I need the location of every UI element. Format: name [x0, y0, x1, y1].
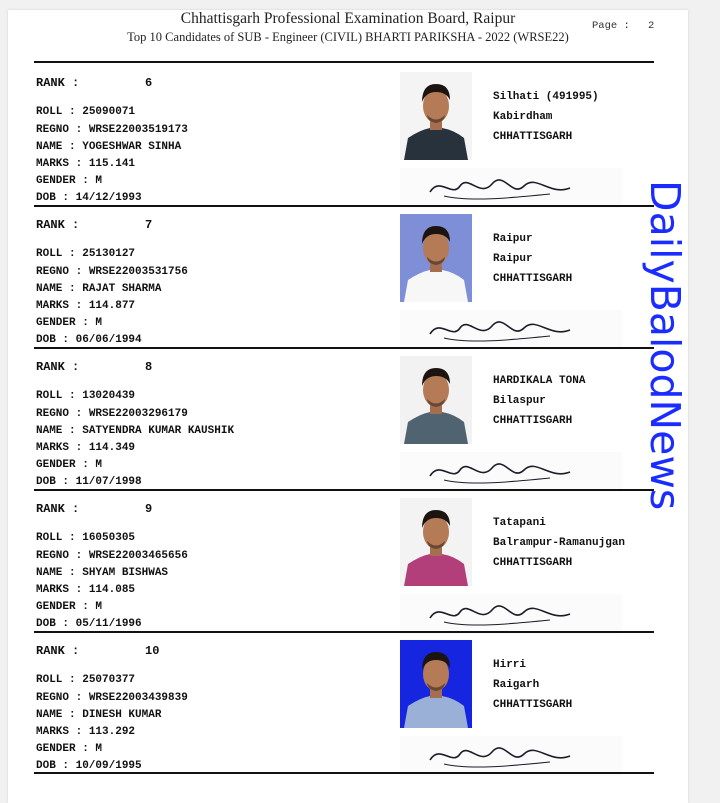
rank-value: 9 — [145, 502, 153, 516]
dob-field: DOB : 05/11/1996 — [36, 618, 142, 630]
name-field: NAME : YOGESHWAR SINHA — [36, 141, 182, 153]
rank-label: RANK : — [36, 360, 80, 374]
address-line-3: CHHATTISGARH — [493, 131, 573, 143]
address-line-1: Silhati (491995) — [493, 91, 599, 103]
record-divider — [34, 489, 654, 491]
rank-label: RANK : — [36, 644, 80, 658]
document-subtitle: Top 10 Candidates of SUB - Engineer (CIVIL) BHARTI PARIKSHA - 2022 (WRSE22) — [127, 30, 569, 44]
address-line-1: Hirri — [493, 659, 527, 671]
name-field: NAME : RAJAT SHARMA — [36, 283, 162, 295]
address-line-2: Raipur — [493, 253, 533, 265]
candidate-signature — [400, 452, 622, 492]
dob-field: DOB : 14/12/1993 — [36, 192, 142, 204]
candidate-signature — [400, 168, 622, 208]
candidate-signature — [400, 736, 622, 776]
document-title: Chhattisgarh Professional Examination Board, Raipur — [180, 10, 516, 27]
regno-field: REGNO : WRSE22003531756 — [36, 266, 188, 278]
rank-label: RANK : — [36, 502, 80, 516]
dob-field: DOB : 10/09/1995 — [36, 760, 142, 772]
candidate-photo — [400, 356, 472, 444]
page-number: 2 — [648, 20, 655, 32]
gender-field: GENDER : M — [36, 601, 103, 613]
candidate-photo — [400, 640, 472, 728]
name-field: NAME : SATYENDRA KUMAR KAUSHIK — [36, 425, 235, 437]
rank-value: 8 — [145, 360, 153, 374]
roll-field: ROLL : 16050305 — [36, 532, 136, 544]
address-line-2: Raigarh — [493, 679, 540, 691]
candidate-signature — [400, 310, 622, 350]
marks-field: MARKS : 115.141 — [36, 158, 136, 170]
address-line-3: CHHATTISGARH — [493, 557, 573, 569]
rank-value: 6 — [145, 76, 153, 90]
marks-field: MARKS : 113.292 — [36, 726, 136, 738]
roll-field: ROLL : 25070377 — [36, 674, 136, 686]
watermark: DailyBalodNews — [641, 180, 689, 511]
results-page — [8, 10, 688, 803]
rank-label: RANK : — [36, 76, 80, 90]
candidate-photo — [400, 214, 472, 302]
address-line-2: Bilaspur — [493, 395, 546, 407]
name-field: NAME : SHYAM BISHWAS — [36, 567, 169, 579]
dob-field: DOB : 06/06/1994 — [36, 334, 142, 346]
gender-field: GENDER : M — [36, 317, 103, 329]
footer-rule — [34, 772, 654, 774]
record-divider — [34, 631, 654, 633]
roll-field: ROLL : 25090071 — [36, 106, 136, 118]
header-rule — [34, 61, 654, 63]
gender-field: GENDER : M — [36, 459, 103, 471]
address-line-1: Raipur — [493, 233, 533, 245]
candidate-record — [8, 68, 688, 210]
rank-value: 10 — [145, 644, 160, 658]
marks-field: MARKS : 114.085 — [36, 584, 136, 596]
gender-field: GENDER : M — [36, 175, 103, 187]
regno-field: REGNO : WRSE22003296179 — [36, 408, 188, 420]
address-line-3: CHHATTISGARH — [493, 699, 573, 711]
record-divider — [34, 205, 654, 207]
marks-field: MARKS : 114.877 — [36, 300, 136, 312]
address-line-2: Balrampur-Ramanujgan — [493, 537, 626, 549]
page-label: Page : — [592, 20, 630, 32]
marks-field: MARKS : 114.349 — [36, 442, 136, 454]
gender-field: GENDER : M — [36, 743, 103, 755]
candidate-record — [8, 352, 688, 494]
regno-field: REGNO : WRSE22003465656 — [36, 550, 188, 562]
record-divider — [34, 347, 654, 349]
roll-field: ROLL : 13020439 — [36, 390, 136, 402]
candidate-signature — [400, 594, 622, 634]
candidate-photo — [400, 498, 472, 586]
page-indicator — [592, 20, 655, 32]
address-line-3: CHHATTISGARH — [493, 273, 573, 285]
dob-field: DOB : 11/07/1998 — [36, 476, 142, 488]
rank-value: 7 — [145, 218, 153, 232]
candidate-record — [8, 636, 688, 778]
address-line-2: Kabirdham — [493, 111, 553, 123]
roll-field: ROLL : 25130127 — [36, 248, 136, 260]
candidate-record — [8, 210, 688, 352]
address-line-1: Tatapani — [493, 517, 546, 529]
regno-field: REGNO : WRSE22003519173 — [36, 124, 188, 136]
candidate-record — [8, 494, 688, 636]
address-line-1: HARDIKALA TONA — [493, 375, 586, 387]
candidate-photo — [400, 72, 472, 160]
rank-label: RANK : — [36, 218, 80, 232]
name-field: NAME : DINESH KUMAR — [36, 709, 162, 721]
regno-field: REGNO : WRSE22003439839 — [36, 692, 188, 704]
address-line-3: CHHATTISGARH — [493, 415, 573, 427]
